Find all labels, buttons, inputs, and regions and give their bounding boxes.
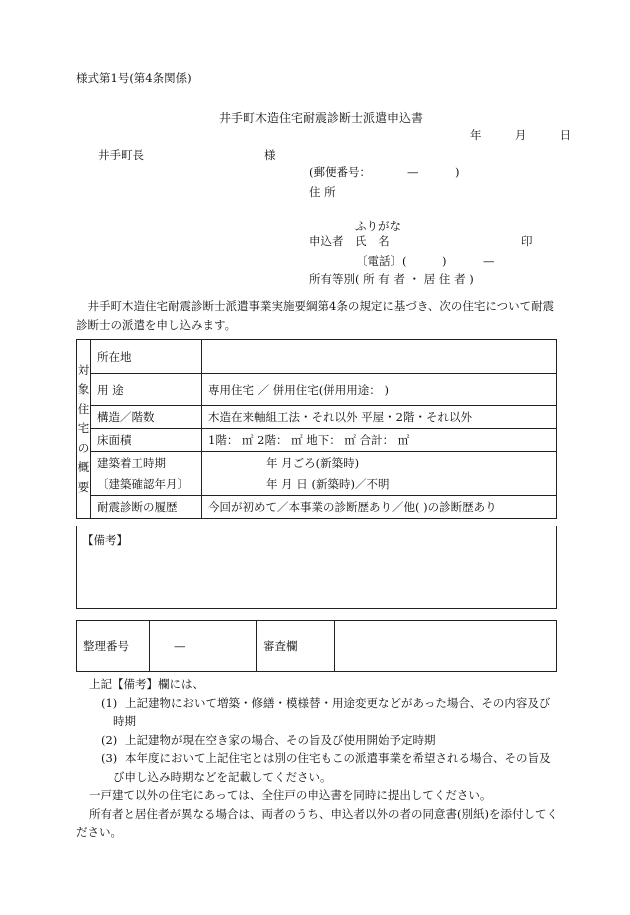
number-label: 整理番号 xyxy=(77,621,150,672)
building-confirmation-value: 年 月 日 (新築時)／不明 xyxy=(266,476,390,491)
location-value xyxy=(202,340,557,374)
notes-item xyxy=(76,731,560,750)
property-table xyxy=(76,339,557,519)
review-label: 審査欄 xyxy=(257,621,335,672)
table-row xyxy=(77,496,557,519)
structure-value: 木造在来軸組工法・それ以外 平屋・2階・それ以外 xyxy=(202,406,557,429)
floor-area-label: 床面積 xyxy=(91,429,202,452)
structure-label: 構造／階数 xyxy=(91,406,202,429)
date-line xyxy=(470,129,571,143)
date-year: 年 xyxy=(470,128,482,142)
phone-label: 〔電話〕( xyxy=(356,254,407,268)
diagnosis-history-label: 耐震診断の履歴 xyxy=(91,496,202,519)
side-label-cell xyxy=(77,340,91,519)
phone-dash: — xyxy=(483,254,495,268)
applicant-label: 申込者 xyxy=(309,234,344,248)
location-label: 所在地 xyxy=(91,340,202,374)
notes-extra-2: 所有者と居住者が異なる場合は、両者のうち、申込者以外の者の同意書(別紙)を添付してください。 xyxy=(76,806,558,839)
number-value: — xyxy=(150,621,257,672)
postal-close: ) xyxy=(455,165,460,179)
seal-mark: 印 xyxy=(521,234,533,248)
ownership-type: 所有等別( 所 有 者 ・ 居 住 者 ) xyxy=(309,272,474,286)
table-row xyxy=(77,621,557,672)
notes-item xyxy=(76,694,560,731)
building-confirmation-label: 〔建築確認年月〕 xyxy=(97,476,189,491)
usage-label: 用 途 xyxy=(91,374,202,406)
table-row xyxy=(77,374,557,406)
date-day: 日 xyxy=(559,128,572,142)
remarks-box[interactable] xyxy=(76,526,557,609)
construction-date-label xyxy=(91,452,202,496)
table-row xyxy=(77,406,557,429)
notes-item-number: (1) xyxy=(101,695,118,710)
notes-intro: 上記【備考】欄には、 xyxy=(89,677,204,691)
form-title: 井手町木造住宅耐震診断士派遣申込書 xyxy=(219,111,424,125)
postal-label: (郵便番号： xyxy=(309,165,371,179)
diagnosis-history-value: 今回が初めて／本事業の診断歴あり／他( )の診断歴あり xyxy=(202,496,557,519)
intro-text: 井手町木造住宅耐震診断士派遣事業実施要綱第4条の規定に基づき、次の住宅について耐震診断士の派遣を申し込みます。 xyxy=(76,299,555,332)
construction-date-value xyxy=(202,452,557,496)
notes-item-number: (2) xyxy=(101,732,118,747)
remarks-label: 【備考】 xyxy=(82,533,128,547)
name-label: 氏 名 xyxy=(355,234,394,248)
review-value xyxy=(335,621,557,672)
floor-area-value: 1階： ㎡ 2階： ㎡ 地下： ㎡ 合計： ㎡ xyxy=(202,429,557,452)
notes-item-text: 上記建物が現在空き家の場合、その旨及び使用開始予定時期 xyxy=(125,732,436,747)
addressee-honorific: 様 xyxy=(264,148,276,162)
notes-section xyxy=(76,675,560,842)
table-row xyxy=(77,340,557,374)
notes-item-text: 上記建物において増築・修繕・模様替・用途変更などがあった場合、その内容及び時期 xyxy=(113,695,551,728)
office-use-table xyxy=(76,620,557,672)
notes-item xyxy=(76,749,560,786)
postal-dash: — xyxy=(407,165,419,179)
table-row xyxy=(77,429,557,452)
form-number: 様式第1号(第4条関係) xyxy=(76,71,192,85)
table-row xyxy=(77,452,557,496)
addressee-name: 井手町長 xyxy=(98,148,144,162)
intro-paragraph xyxy=(76,297,556,335)
phone-paren: ) xyxy=(442,254,447,268)
date-month: 月 xyxy=(514,128,527,142)
address-label: 住 所 xyxy=(309,185,336,199)
construction-start-value: 年 月ごろ(新築時) xyxy=(266,455,360,470)
construction-start-label: 建築着工時期 xyxy=(97,455,166,470)
notes-item-text: 本年度において上記住宅とは別の住宅もこの派遣事業を希望される場合、その旨及び申し込み時期などを記載してください。 xyxy=(113,751,551,784)
notes-item-number: (3) xyxy=(101,751,118,765)
notes-extra-1: 一戸建て以外の住宅にあっては、全住戸の申込書を同時に提出してください。 xyxy=(89,788,492,802)
side-label: 対象住宅の概要 xyxy=(77,362,90,494)
usage-value: 専用住宅 ／ 併用住宅(併用用途： ) xyxy=(202,374,557,406)
furigana-label: ふりがな xyxy=(355,219,401,233)
